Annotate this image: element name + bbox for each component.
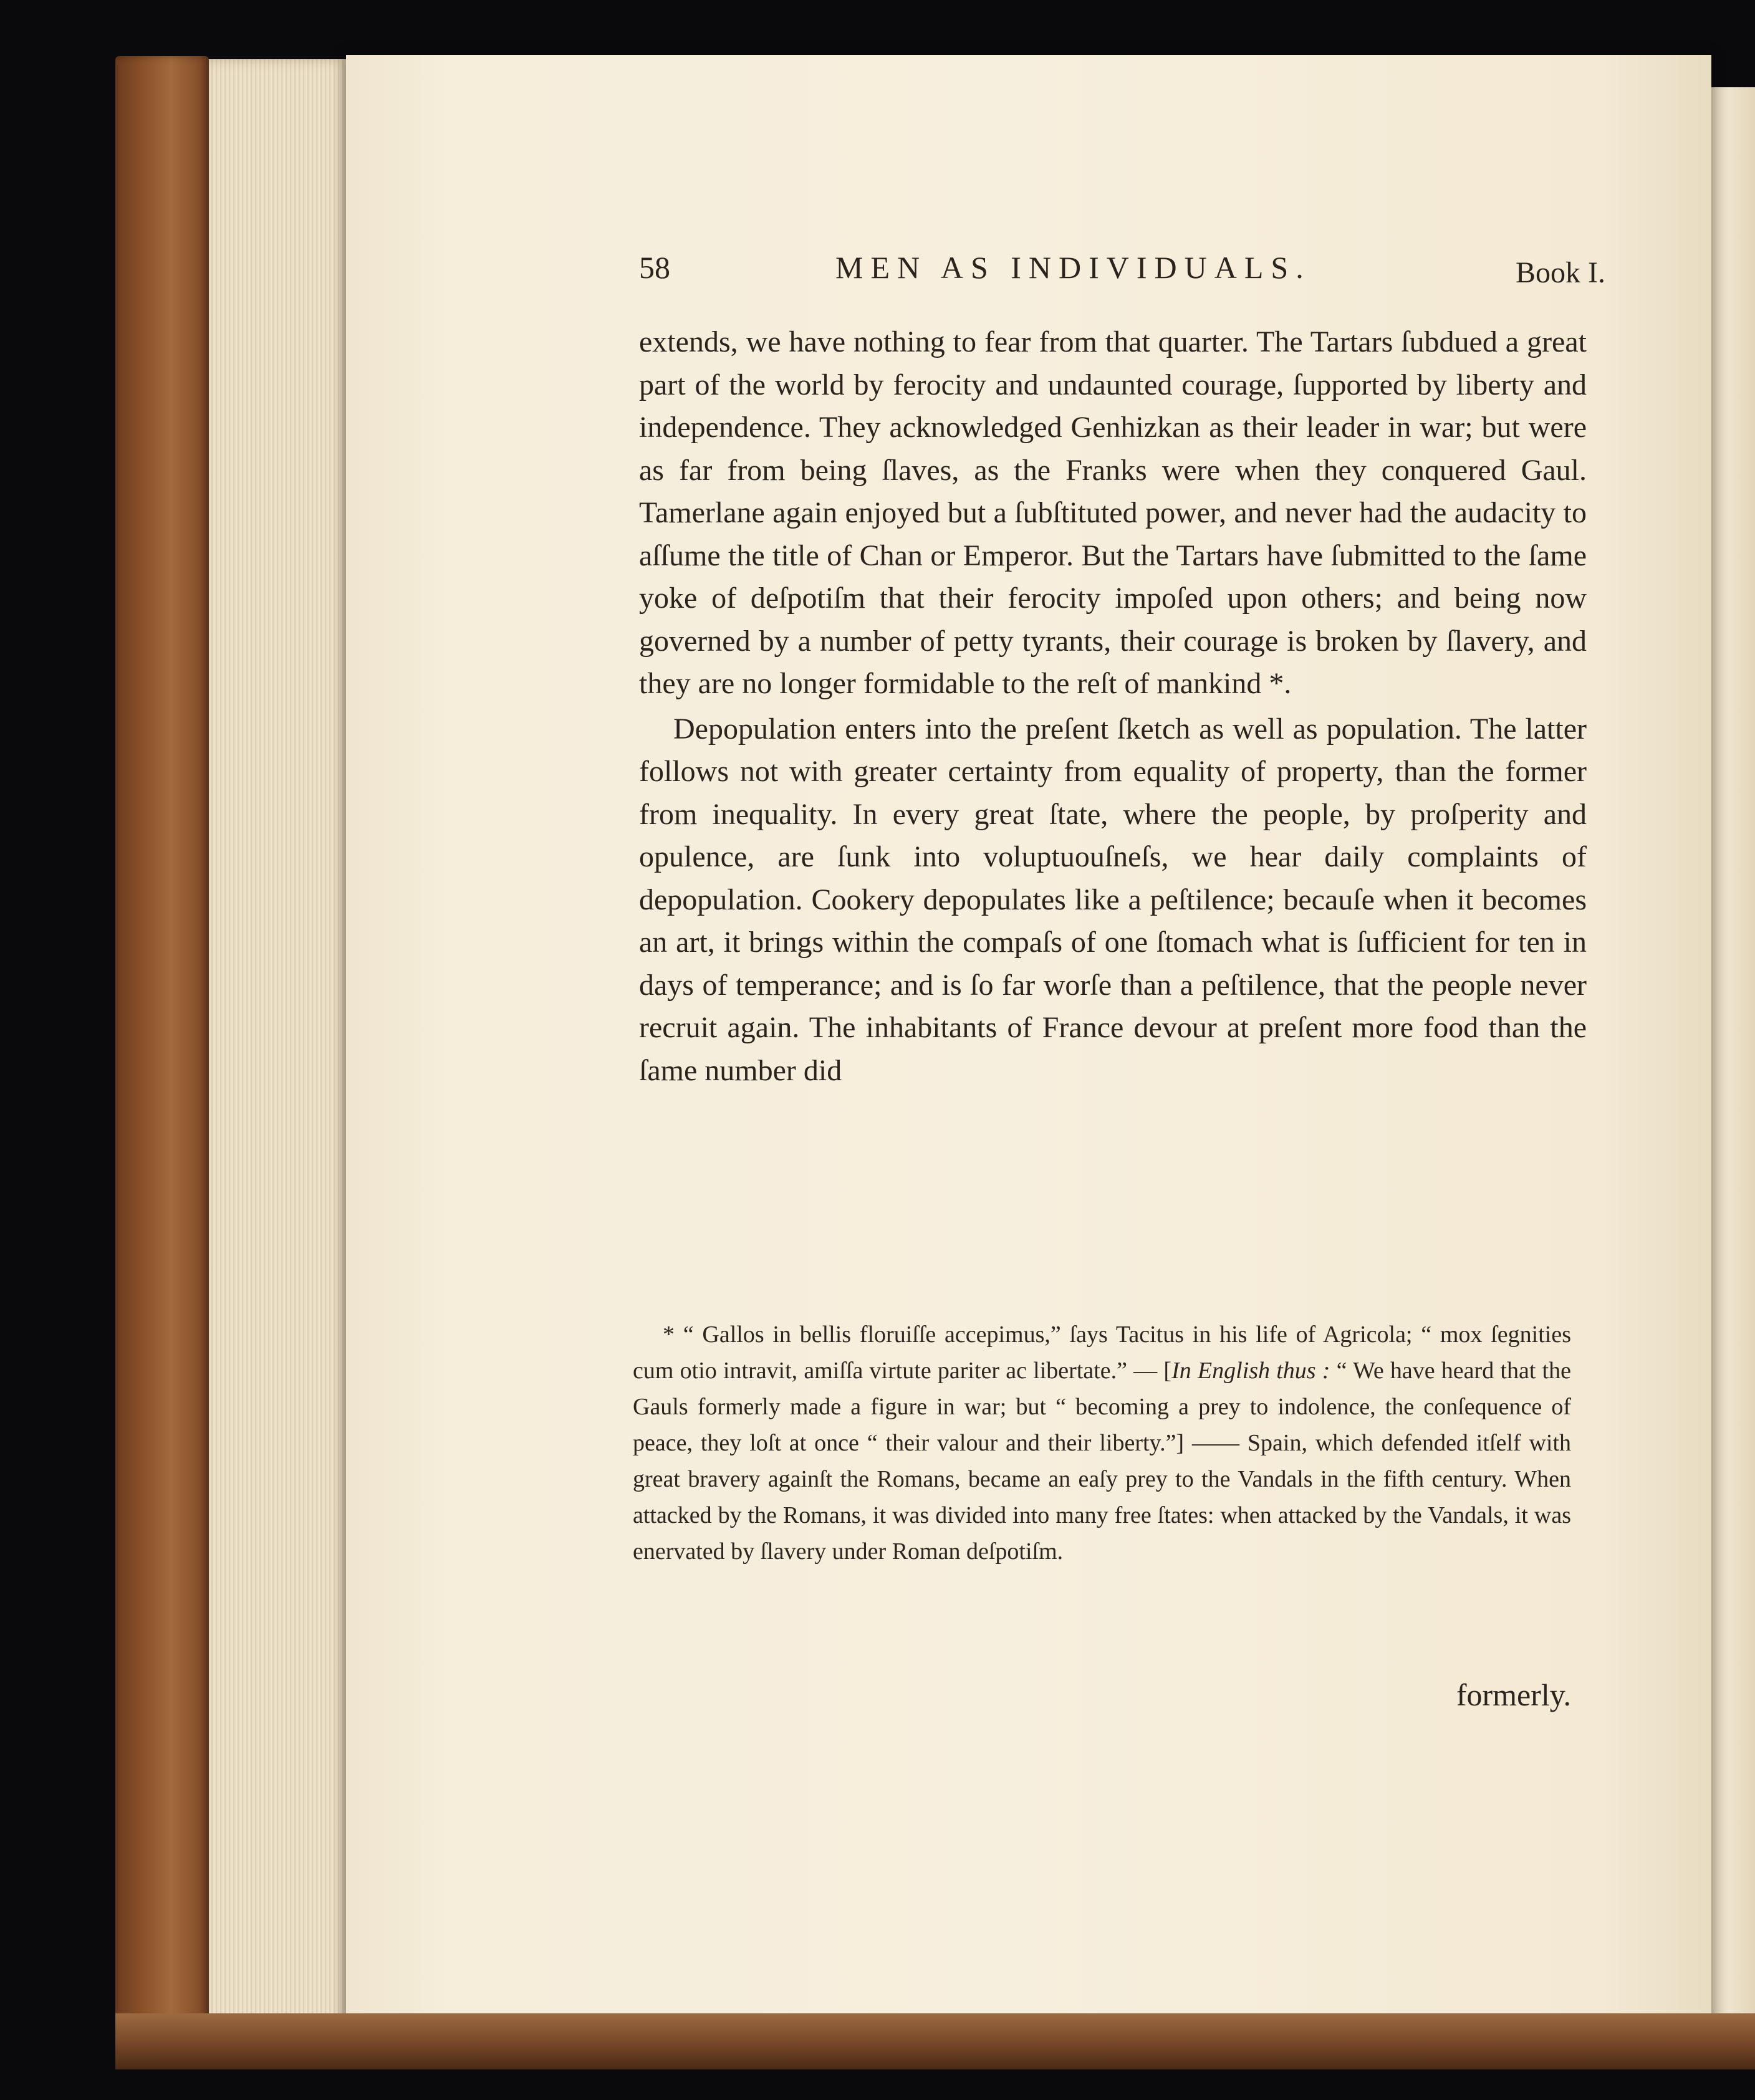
paragraph: Depopulation enters into the preſent ſketch as well as population. The latter follows not with greater certainty from equality of property, than the former from inequality. In every great ſtate, where the people, by proſperity and opulence, are ſunk into voluptuouſneſs, we hear daily complaints of depopulation. Cookery depopulates like a peſtilence; becauſe when it becomes an art, it brings within the compaſs of one ſtomach what is ſufficient for ten in days of temperance; and is ſo far worſe than a peſtilence, that the people never recruit again. The inhabitants of France devour at preſent more food than the ſame number did [639,712,1587,1087]
footnote [633,1316,1571,1570]
page-edges [209,59,349,2035]
book-label: Book I. [1516,256,1605,289]
paragraph: extends, we have nothing to fear from that quarter. The Tartars ſubdued a great part of the world by ferocity and undaunted courage, ſupported by liberty and independence. They acknowledged Genhizkan as their leader in war; but were as far from being ſlaves, as the Franks were when they conquered Gaul. Tamerlane again enjoyed but a ſubſtituted power, and never had the audacity to aſſume the title of Chan or Emperor. But the Tartars have ſubmitted to the ſame yoke of deſpotiſm that their ferocity impoſed upon others; and being now governed by a number of petty tyrants, their courage is broken by ſlavery, and they are no longer formidable to the reſt of mankind *. [639,325,1587,700]
footnote-text: “ We have heard that the Gauls formerly made a figure in war; but “ becoming a prey to indolence, the conſequence of peace, they loſt at once “ their valour and their liberty.”] —— Spain, which defended itſelf with great bravery againſt the Romans, became an eaſy prey to the Vandals in the fifth century. When attacked by the Romans, it was divided into many free ſtates: when attacked by the Vandals, it was enervated by ſlavery under Roman deſpotiſm. [633,1358,1571,1565]
page-number: 58 [639,250,670,285]
binding-bottom-edge [115,2013,1755,2069]
footnote-text: * “ Gallos in bellis floruiſſe accepimus,” ſays Tacitus in his life of Agricola; “ mox ſegnities cum otio intravit, amiſſa virtute pariter ac libertate.” — [ [633,1321,1571,1384]
catchword: formerly. [1456,1677,1571,1712]
page-header [639,249,1605,299]
footnote-italic: In English thus : [1171,1358,1330,1384]
facing-page-edge [1711,87,1755,2032]
main-text [639,321,1587,1092]
leather-binding [115,56,209,2032]
running-title: MEN AS INDIVIDUALS. [835,250,1311,285]
